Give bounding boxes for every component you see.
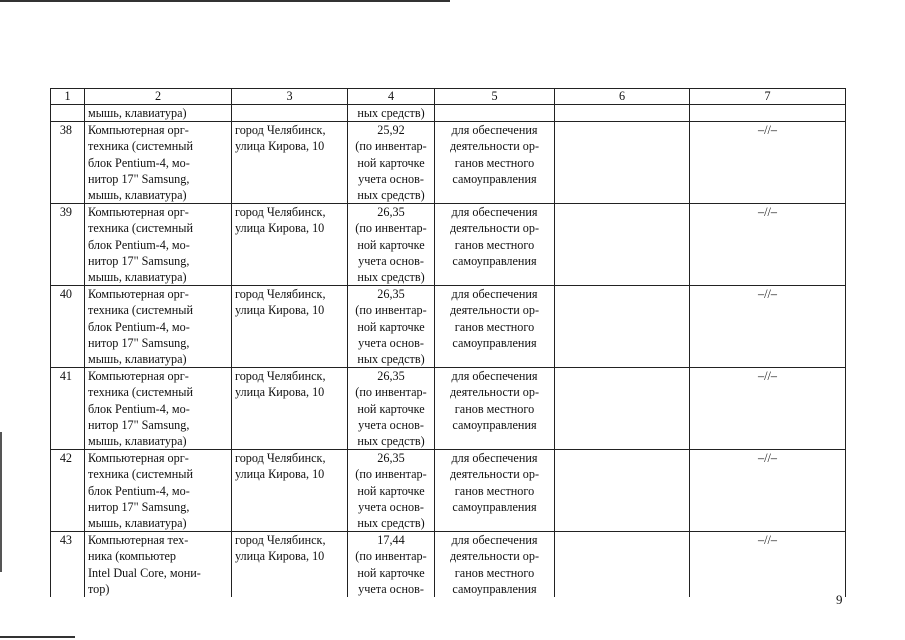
item-value: 26,35 (по инвентар- ной карточке учета основ- ных средств) <box>348 368 435 450</box>
item-location: город Челябинск, улица Кирова, 10 <box>232 450 348 532</box>
table-row <box>51 204 846 286</box>
header-cell: 5 <box>435 89 555 105</box>
scan-artifact-top <box>0 0 450 2</box>
row-number: 39 <box>51 204 85 286</box>
item-purpose: для обеспечения деятельности ор- ганов местного самоуправления <box>435 286 555 368</box>
item-name: Компьютерная тех- ника (компьютер Intel Dual Core, мони- тор) <box>85 532 232 598</box>
header-cell: 4 <box>348 89 435 105</box>
row-number: 41 <box>51 368 85 450</box>
item-location: город Челябинск, улица Кирова, 10 <box>232 204 348 286</box>
item-location: город Челябинск, улица Кирова, 10 <box>232 286 348 368</box>
item-col6 <box>555 450 690 532</box>
item-name: Компьютерная орг- техника (системный блок Pentium-4, мо- нитор 17" Samsung, мышь, клавиатура) <box>85 368 232 450</box>
item-value: 17,44 (по инвентар- ной карточке учета основ- <box>348 532 435 598</box>
item-col7: –//– <box>690 450 846 532</box>
item-purpose: для обеспечения деятельности ор- ганов местного самоуправления <box>435 122 555 204</box>
item-value: 26,35 (по инвентар- ной карточке учета основ- ных средств) <box>348 204 435 286</box>
item-value: 26,35 (по инвентар- ной карточке учета основ- ных средств) <box>348 286 435 368</box>
item-col6 <box>555 368 690 450</box>
item-name: Компьютерная орг- техника (системный блок Pentium-4, мо- нитор 17" Samsung, мышь, клавиатура) <box>85 204 232 286</box>
item-purpose: для обеспечения деятельности ор- ганов местного самоуправления <box>435 450 555 532</box>
row-number: 43 <box>51 532 85 598</box>
item-purpose: для обеспечения деятельности ор- ганов местного самоуправления <box>435 532 555 598</box>
item-location: город Челябинск, улица Кирова, 10 <box>232 122 348 204</box>
header-cell: 1 <box>51 89 85 105</box>
item-location: город Челябинск, улица Кирова, 10 <box>232 532 348 598</box>
header-cell: 2 <box>85 89 232 105</box>
item-col7: –//– <box>690 532 846 598</box>
continuation-cell <box>435 105 555 122</box>
table-row <box>51 450 846 532</box>
item-value: 25,92 (по инвентар- ной карточке учета основ- ных средств) <box>348 122 435 204</box>
table-row <box>51 532 846 598</box>
item-col7: –//– <box>690 204 846 286</box>
continuation-cell <box>232 105 348 122</box>
continuation-cell <box>555 105 690 122</box>
table-row <box>51 368 846 450</box>
item-purpose: для обеспечения деятельности ор- ганов местного самоуправления <box>435 204 555 286</box>
table-row <box>51 122 846 204</box>
continuation-cell: мышь, клавиатура) <box>85 105 232 122</box>
item-col6 <box>555 532 690 598</box>
item-col6 <box>555 204 690 286</box>
column-number-header-row <box>51 89 846 105</box>
scan-artifact-left-edge <box>0 432 2 572</box>
item-col6 <box>555 122 690 204</box>
header-cell: 7 <box>690 89 846 105</box>
header-cell: 3 <box>232 89 348 105</box>
scan-artifact-bottom <box>0 636 75 638</box>
property-register-table <box>50 88 846 597</box>
continuation-cell: ных средств) <box>348 105 435 122</box>
item-col7: –//– <box>690 286 846 368</box>
item-col7: –//– <box>690 368 846 450</box>
continuation-row <box>51 105 846 122</box>
item-name: Компьютерная орг- техника (системный блок Pentium-4, мо- нитор 17" Samsung, мышь, клавиатура) <box>85 450 232 532</box>
page-number: 9 <box>836 592 843 607</box>
item-purpose: для обеспечения деятельности ор- ганов местного самоуправления <box>435 368 555 450</box>
item-col7: –//– <box>690 122 846 204</box>
row-number: 40 <box>51 286 85 368</box>
item-location: город Челябинск, улица Кирова, 10 <box>232 368 348 450</box>
item-name: Компьютерная орг- техника (системный блок Pentium-4, мо- нитор 17" Samsung, мышь, клавиатура) <box>85 122 232 204</box>
item-value: 26,35 (по инвентар- ной карточке учета основ- ных средств) <box>348 450 435 532</box>
item-name: Компьютерная орг- техника (системный блок Pentium-4, мо- нитор 17" Samsung, мышь, клавиатура) <box>85 286 232 368</box>
row-number: 38 <box>51 122 85 204</box>
continuation-cell <box>51 105 85 122</box>
row-number: 42 <box>51 450 85 532</box>
continuation-cell <box>690 105 846 122</box>
table-row <box>51 286 846 368</box>
item-col6 <box>555 286 690 368</box>
header-cell: 6 <box>555 89 690 105</box>
